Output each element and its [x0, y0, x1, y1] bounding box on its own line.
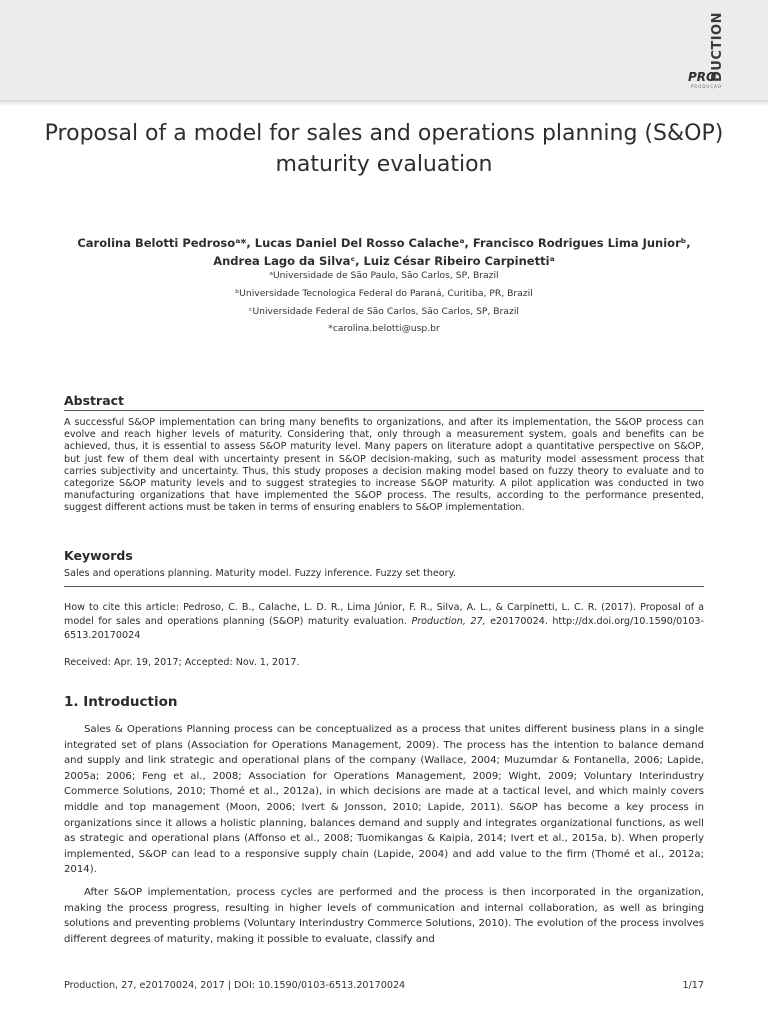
intro-paragraph-2: After S&OP implementation, process cycles are performed and the process is then incorporated in the organization, making the process progress, resulting in higher levels of communication and internal collaboration, as well as bringing solutions and preventing problems (Voluntary Interindustry Commerce Solutions, 2010). The evolution of the process involves different degrees of maturity, making it possible to evaluate, classify and: [64, 887, 704, 945]
keywords-heading: Keywords: [64, 548, 133, 563]
keywords-rule: [64, 586, 704, 587]
affiliation-a: ᵃUniversidade de São Paulo, São Carlos, SP, Brazil: [269, 270, 499, 281]
author-line-2: Andrea Lago da Silvaᶜ, Luiz César Ribeiro Carpinettiᵃ: [213, 254, 555, 268]
page-number: 1/17: [682, 980, 704, 991]
citation-doi-link[interactable]: e20170024. http://dx.doi.org/10.1590/0103-6513.20170024: [64, 616, 704, 641]
logo-pro: PRO: [688, 70, 717, 84]
header-shadow: [0, 100, 768, 106]
logo-subtitle: PRODUÇÃO: [691, 84, 722, 89]
introduction-heading: 1. Introduction: [64, 694, 178, 710]
paper-title: Proposal of a model for sales and operations planning (S&OP) maturity evaluation: [44, 121, 724, 177]
citation-text: [64, 601, 704, 643]
affiliation-c: ᶜUniversidade Federal de São Carlos, São Carlos, SP, Brazil: [249, 306, 519, 317]
abstract-heading: Abstract: [64, 393, 125, 408]
abstract-rule: [64, 410, 704, 411]
citation-prefix: How to cite this article: Pedroso, C. B., Calache, L. D. R., Lima Júnior, F. R., Silva, A. L., & Carpinetti, L. C. R. (2017). Proposal of a model for sales and operations planning (S&OP) maturity evaluation.: [64, 602, 704, 627]
affiliation-b: ᵇUniversidade Tecnologica Federal do Paraná, Curitiba, PR, Brazil: [235, 288, 533, 299]
logo-word: DUCTION: [710, 12, 725, 83]
journal-header-bar: [0, 0, 768, 100]
received-date: Received: Apr. 19, 2017; Accepted: Nov. 1, 2017.: [64, 657, 300, 668]
corresponding-email: *carolina.belotti@usp.br: [328, 323, 440, 334]
abstract-text: A successful S&OP implementation can bring many benefits to organizations, and after its implementation, the S&OP process can evolve and reach higher levels of maturity. Considering that, only through a measurement system, goals and benefits can be achieved, thus, it is essential to assess S&OP maturity level. Many papers on literature adopt a quantitative perspective on S&OP, but just few of them deal with uncertainty present in S&OP decision-making, such as maturity model assessment process that carries subjectivity and uncertainty. Thus, this study proposes a decision making model based on fuzzy theory to evaluate and to categorize S&OP maturity levels and to suggest strategies to increase S&OP maturity. A pilot application was conducted in two manufacturing organizations that have implemented the S&OP process. The results, according to the performance presented, suggest different actions must be taken in terms of ensuring enablers to S&OP implementation.: [64, 417, 704, 514]
author-line-1: Carolina Belotti Pedrosoᵃ*, Lucas Daniel Del Rosso Calacheᵃ, Francisco Rodrigues Lima Juniorᵇ,: [77, 236, 691, 250]
author-list: [40, 234, 728, 270]
citation-journal: Production, 27,: [411, 616, 486, 627]
intro-paragraph-1: Sales & Operations Planning process can be conceptualized as a process that unites different business plans in a single integrated set of plans (Association for Operations Management, 2009). The process has the intention to balance demand and supply and link strategic and operational plans of the company (Wallace, 2004; Muzumdar & Fontanella, 2006; Lapide, 2005a; 2006; Feng et al., 2008; Association for Operations Management, 2009; Wight, 2009; Voluntary Interindustry Commerce Solutions, 2010; Thomé et al., 2012a), in which decisions are made at a tactical level, and which mainly covers middle and top management (Moon, 2006; Ivert & Jonsson, 2010; Lapide, 2011). S&OP has become a key process in organizations since it allows a holistic planning, balances demand and supply and integrates organizational functions, as well as strategic and operational plans (Affonso et al., 2008; Tuomikangas & Kaipia, 2014; Ivert et al., 2015a, b). When properly implemented, S&OP can lead to a responsive supply chain (Lapide, 2004) and add value to the firm (Thomé et al., 2012a; 2014).: [64, 724, 704, 876]
keywords-text: Sales and operations planning. Maturity model. Fuzzy inference. Fuzzy set theory.: [64, 568, 456, 579]
footer-citation: Production, 27, e20170024, 2017 | DOI: 10.1590/0103-6513.20170024: [64, 980, 406, 991]
journal-logo: [688, 14, 730, 90]
